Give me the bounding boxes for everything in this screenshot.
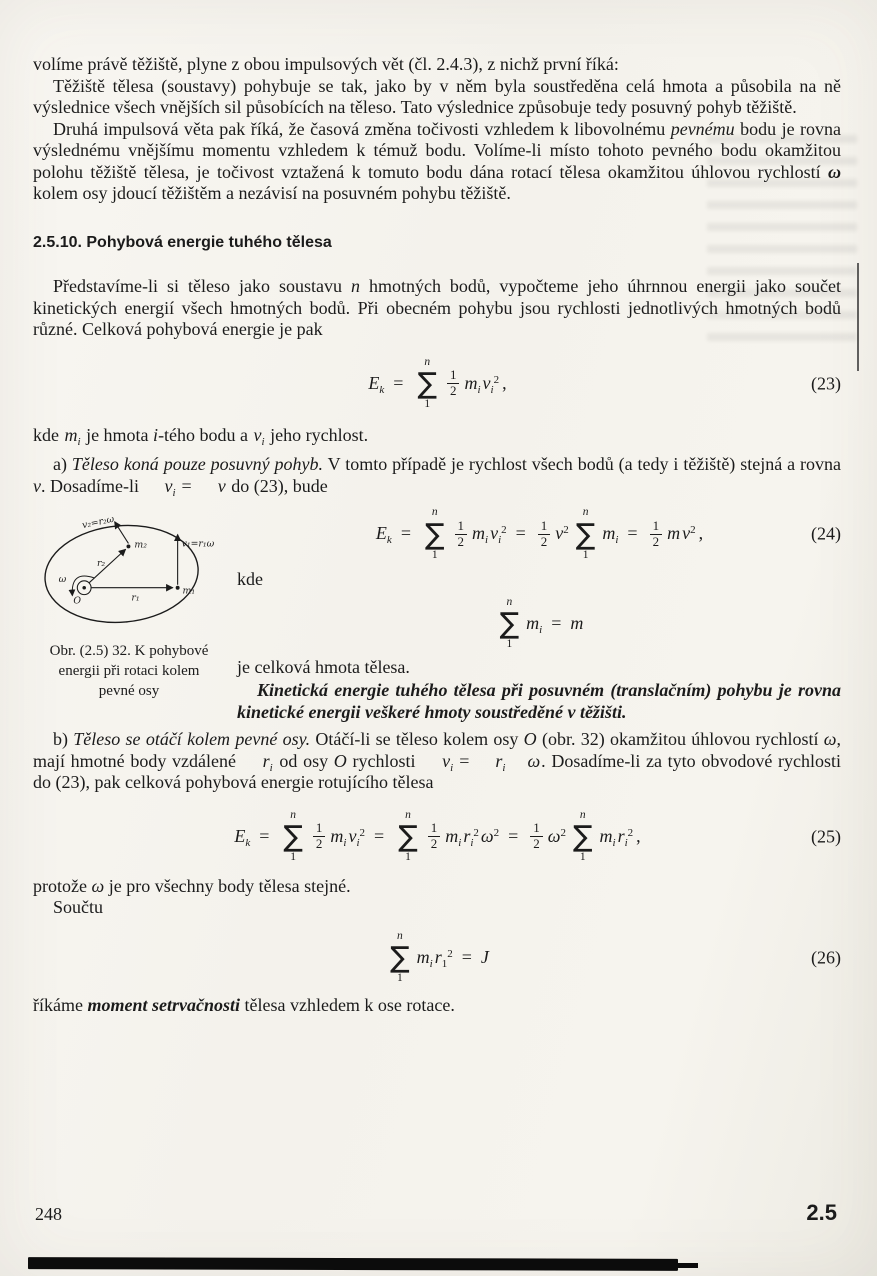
equation-24-body	[375, 507, 703, 561]
summation-symbol: n ∑ 1	[398, 808, 418, 863]
figure-label-v1: v₁=r₁ω	[181, 538, 215, 550]
paragraph-intro-2	[33, 76, 841, 119]
math-variable-O: O	[523, 729, 537, 749]
inline-math-mi	[64, 424, 82, 448]
math-variable: $m_i$	[472, 523, 489, 547]
fraction: $\frac{1}{2}$	[447, 368, 460, 399]
emphasized-text: pevnému	[670, 118, 735, 139]
math-variable: $m_i$	[64, 424, 81, 448]
text-segment: V tomto případě je rychlost všech bodů (a tedy i těžiště) stejná a rovna	[323, 454, 841, 474]
fraction: $\frac{1}{2}$	[313, 821, 326, 852]
math-operator: =	[508, 825, 519, 846]
mass-point-m1	[176, 586, 180, 590]
summation-symbol: n ∑ 1	[283, 808, 303, 863]
inline-math-vi-equals-v	[143, 475, 226, 499]
math-variable: $r_i$	[262, 750, 273, 774]
figure-column	[33, 503, 225, 723]
text-segment: hmotných bodů, vypočteme jeho úhrnnou energii jako součet kinetických energií všech hmotných bodů. Při obecném pohybu jsou rychlosti jednotlivých hmotných bodů různé. Celková pohybová energie je pak	[33, 276, 841, 339]
text-segment: říkáme	[33, 994, 88, 1015]
math-operator: =	[400, 523, 411, 544]
fraction: $\frac{1}{2}$	[530, 821, 543, 852]
page-footer	[35, 1200, 837, 1226]
math-variable: $v_i$	[442, 750, 454, 774]
math-variable: v	[217, 475, 226, 496]
math-variable: $m_i$	[602, 523, 619, 547]
math-variable: $\omega^2$	[480, 825, 500, 846]
axis-point-O	[82, 586, 86, 590]
omega-symbol: ω	[91, 875, 105, 896]
text-segment: kde	[33, 424, 64, 445]
math-punctuation: ,	[636, 825, 641, 846]
math-variable: $v_i$	[164, 475, 176, 499]
inline-math-vi-equals-riw	[421, 750, 541, 774]
figure-label-omega: ω	[58, 573, 67, 585]
math-variable: $v_i$	[253, 424, 265, 448]
text-segment: bodu je rovna výslednému vnějšímu momentu vzhledem k témuž bodu. Volíme-li místo tohoto pevného bodu okamžitou polohu těžiště tělesa, je točivost vztažená k tomuto bodu dána rotací tělesa okamžitou úhlovou rychlostí	[33, 118, 841, 182]
text-segment: (obr. 32) okamžitou úhlovou rychlostí	[536, 729, 824, 749]
text-segment: od osy	[273, 750, 334, 771]
math-variable-i: i	[153, 424, 159, 445]
math-operator: =	[515, 523, 526, 544]
equation-23-body	[367, 357, 506, 411]
paragraph-souctu: Součtu	[53, 897, 104, 917]
fraction: $\frac{1}{2}$	[650, 519, 663, 550]
math-variable: $m_i$	[599, 825, 616, 849]
text-segment: Otáčí-li se těleso kolem osy	[310, 729, 524, 749]
text-segment: kolem osy jdoucí těžištěm a nezávisí na posuvném pohybu těžiště.	[33, 183, 511, 203]
paragraph-intro-3	[33, 119, 841, 205]
text-segment: Druhá impulsová věta pak říká, že časová změna točivosti vzhledem k libovolnému	[53, 118, 671, 139]
math-operator: =	[374, 825, 385, 846]
page-edge-artifact	[857, 263, 859, 371]
paragraph-protoze	[33, 876, 841, 898]
paragraph-mass-note: je celková hmota tělesa.	[237, 656, 410, 677]
math-variable-O: O	[333, 750, 347, 771]
text-segment: je pro všechny body tělesa stejné.	[104, 875, 351, 896]
text-segment: a)	[53, 454, 72, 474]
figure-and-text-row	[33, 503, 841, 723]
figure-label-O: O	[73, 595, 82, 607]
equation-number: (23)	[811, 372, 841, 393]
text-segment: Těžiště tělesa (soustavy) pohybuje se tak, jako by v něm byla soustředěna celá hmota a působila na ně výslednice všech vnějších sil působících na těleso. Tato výslednice způsobuje tedy posuvný pohyb těžiště.	[33, 75, 841, 117]
paragraph-case-a	[33, 454, 841, 497]
inline-math-ri	[242, 750, 274, 774]
equation-total-mass	[237, 597, 841, 651]
mass-point-m2	[126, 544, 130, 548]
summation-symbol: n ∑ 1	[390, 929, 410, 984]
math-operator: =	[461, 946, 472, 967]
paragraph-statement: Kinetická energie tuhého tělesa při posuvném (translačním) pohybu je rovna kinetické energii veškeré hmoty soustředěné v těžišti.	[237, 680, 841, 722]
paragraph-intro-1	[33, 54, 841, 76]
math-variable: $v_i^2$	[490, 523, 507, 547]
summation-symbol: n ∑ 1	[572, 808, 593, 863]
paragraph-kde-23	[33, 425, 841, 447]
math-variable: m	[667, 523, 681, 544]
equation-total-mass-body	[494, 597, 585, 651]
text-segment: jeho rychlost.	[265, 424, 369, 445]
math-variable: J	[480, 946, 489, 967]
math-operator: =	[393, 372, 404, 393]
text-segment: . Dosadíme-li za tyto obvodové rychlosti do (23), pak celková pohybová energie rotujícího tělesa	[33, 750, 841, 792]
text-segment: protože	[33, 875, 92, 896]
text-segment: , mají hmotné body vzdálené	[33, 729, 841, 771]
summation-symbol: n ∑ 1	[575, 506, 596, 561]
math-variable: $m_i$	[416, 946, 433, 970]
math-variable: $r_i^2$	[617, 825, 634, 849]
figure-label-r2: r₂	[96, 558, 106, 570]
text-segment: rychlosti	[346, 750, 422, 771]
emphasized-term: moment setrvačnosti	[87, 994, 240, 1015]
omega-symbol: ω	[823, 729, 837, 749]
paragraph-moment	[33, 995, 841, 1017]
radius-r2-arrow	[89, 549, 125, 582]
equation-number: (24)	[811, 523, 841, 544]
equation-26-body	[384, 931, 490, 985]
text-segment: b)	[53, 729, 74, 749]
inline-math-vi	[253, 424, 266, 448]
text-segment: . Dosadíme-li	[41, 475, 144, 496]
math-operator: =	[551, 612, 562, 633]
equation-24	[237, 507, 841, 561]
math-variable: $E_k$	[234, 825, 251, 849]
math-variable: $v^2$	[555, 523, 569, 544]
page-number: 248	[35, 1204, 62, 1224]
text-segment: volíme právě těžiště, plyne z obou impulsových vět (čl. 2.4.3), z nichž první říká:	[33, 54, 619, 74]
math-variable: m	[570, 612, 584, 633]
math-operator: =	[627, 523, 638, 544]
figure-label-m1: m₁	[182, 585, 196, 597]
math-variable: $r_i$	[495, 750, 506, 774]
text-segment: do (23), bude	[226, 475, 328, 496]
math-operator: =	[181, 475, 192, 496]
math-variable: $m_i$	[464, 372, 481, 396]
math-variable: $r_i^2$	[463, 825, 479, 849]
figure-rotation-diagram	[35, 511, 217, 631]
figure-side-text	[225, 503, 841, 723]
math-punctuation: ,	[502, 372, 507, 393]
kde-label: kde	[237, 569, 263, 589]
equation-25	[33, 810, 841, 864]
math-variable: $m_i$	[526, 612, 543, 636]
math-variable-v: v	[33, 475, 41, 496]
math-variable: $E_k$	[375, 523, 392, 547]
section-heading: 2.5.10. Pohybová energie tuhého tělesa	[33, 233, 332, 251]
math-variable: $r_1^2$	[434, 946, 453, 970]
math-variable: ω	[527, 750, 541, 771]
equation-26	[33, 931, 841, 985]
text-block	[33, 54, 841, 1016]
fraction: $\frac{1}{2}$	[428, 821, 441, 852]
text-segment: -tého bodu a	[158, 424, 253, 445]
figure-label-r1: r₁	[131, 592, 140, 604]
summation-symbol: n ∑ 1	[417, 355, 437, 410]
math-variable: $m_i$	[330, 825, 347, 849]
math-operator: =	[259, 825, 270, 846]
fraction: $\frac{1}{2}$	[538, 519, 551, 550]
math-variable: $E_k$	[368, 372, 385, 396]
math-variable: $m_i$	[445, 825, 462, 849]
summation-symbol: n ∑ 1	[424, 506, 445, 561]
equation-number: (25)	[811, 825, 841, 846]
text-segment: Představíme-li si těleso jako soustavu	[53, 276, 351, 296]
scan-artifact-bar	[28, 1257, 678, 1271]
equation-number: (26)	[811, 946, 841, 967]
scan-artifact-bar-small	[676, 1263, 698, 1268]
math-variable: $v^2$	[682, 523, 696, 544]
text-segment: je hmota	[81, 424, 154, 445]
figure-caption: Obr. (2.5) 32. K pohybové energii při rotaci kolem pevné osy	[49, 643, 209, 699]
paragraph-case-b	[33, 729, 841, 794]
figure-label-v2: v₂=r₂ω	[81, 513, 116, 532]
math-variable: $v_i^2$	[348, 825, 366, 849]
text-segment: tělesa vzhledem k ose rotace.	[239, 994, 455, 1015]
equation-25-body	[233, 810, 640, 864]
emphasized-lead: Těleso se otáčí kolem pevné osy.	[73, 729, 311, 749]
math-punctuation: ,	[698, 523, 704, 544]
math-operator: =	[459, 750, 470, 771]
summation-symbol: n ∑ 1	[499, 595, 520, 650]
fraction: $\frac{1}{2}$	[455, 519, 468, 550]
emphasized-lead: Těleso koná pouze posuvný pohyb.	[71, 454, 324, 474]
math-variable: $\omega^2$	[547, 825, 566, 846]
omega-symbol: ω	[827, 161, 841, 182]
math-variable-n: n	[350, 276, 360, 296]
paragraph-kinetic-intro	[33, 276, 841, 341]
equation-23	[33, 357, 841, 411]
section-number: 2.5	[806, 1200, 837, 1225]
figure-label-m2: m₂	[134, 539, 147, 551]
math-variable: $v_i^2$	[482, 372, 500, 396]
